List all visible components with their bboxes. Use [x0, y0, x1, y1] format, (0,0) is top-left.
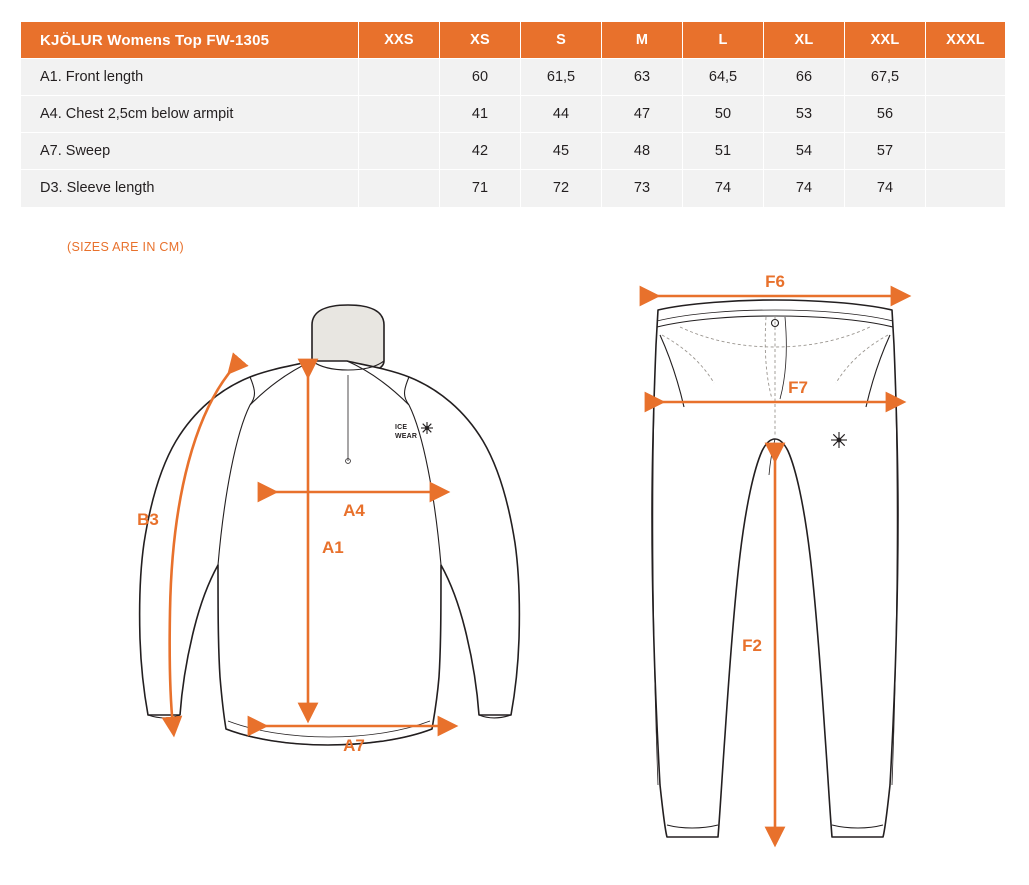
svg-text:ICE: ICE — [395, 424, 408, 431]
measurement-value — [359, 59, 440, 96]
measurement-value: 61,5 — [521, 59, 602, 96]
svg-text:WEAR: WEAR — [395, 433, 418, 440]
measurement-value — [926, 96, 1006, 133]
measurement-value: 45 — [521, 133, 602, 170]
womens-top-illustration — [110, 265, 650, 885]
measurement-label: D3. Sleeve length — [21, 170, 359, 207]
measurement-value: 56 — [845, 96, 926, 133]
measurement-value: 64,5 — [683, 59, 764, 96]
column-header-s: S — [521, 22, 602, 59]
measurement-value: 51 — [683, 133, 764, 170]
size-table — [20, 21, 1006, 207]
measurement-value: 74 — [683, 170, 764, 207]
column-header-l: L — [683, 22, 764, 59]
dimension-label-f2: F2 — [742, 636, 762, 655]
measurement-value — [926, 170, 1006, 207]
column-header-m: M — [602, 22, 683, 59]
column-header-xxxl: XXXL — [926, 22, 1006, 59]
column-header-xl: XL — [764, 22, 845, 59]
measurement-value: 42 — [440, 133, 521, 170]
brand-logo-icon — [831, 432, 847, 448]
dimension-label-b3: B3 — [137, 510, 159, 529]
dimension-label-a1: A1 — [322, 538, 344, 557]
table-title: KJÖLUR Womens Top FW-1305 — [21, 22, 359, 59]
measurement-value: 72 — [521, 170, 602, 207]
illustrations — [0, 265, 1029, 885]
measurement-value: 67,5 — [845, 59, 926, 96]
measurement-label: A4. Chest 2,5cm below armpit — [21, 96, 359, 133]
column-header-xxl: XXL — [845, 22, 926, 59]
measurement-label: A1. Front length — [21, 59, 359, 96]
measurement-value: 54 — [764, 133, 845, 170]
measurement-value: 41 — [440, 96, 521, 133]
dimension-label-a4: A4 — [343, 501, 365, 520]
column-header-xxs: XXS — [359, 22, 440, 59]
measurement-value: 74 — [764, 170, 845, 207]
measurement-value — [926, 59, 1006, 96]
units-note: (SIZES ARE IN CM) — [67, 240, 184, 254]
dimension-label-a7: A7 — [343, 736, 365, 755]
measurement-value: 57 — [845, 133, 926, 170]
table-row — [21, 59, 1006, 96]
table-row — [21, 170, 1006, 207]
measurement-value: 44 — [521, 96, 602, 133]
measurement-value: 73 — [602, 170, 683, 207]
table-row — [21, 96, 1006, 133]
measurement-value — [926, 133, 1006, 170]
size-table-container — [20, 21, 1005, 207]
measurement-value: 71 — [440, 170, 521, 207]
table-row — [21, 133, 1006, 170]
measurement-value: 48 — [602, 133, 683, 170]
dimension-label-f7: F7 — [788, 378, 808, 397]
measurement-value — [359, 96, 440, 133]
dimension-arrow-f6 — [650, 272, 901, 296]
dimension-label-f6: F6 — [765, 272, 785, 291]
measurement-value: 66 — [764, 59, 845, 96]
measurement-value — [359, 133, 440, 170]
top-garment-outline — [140, 305, 520, 745]
measurement-label: A7. Sweep — [21, 133, 359, 170]
measurement-value: 63 — [602, 59, 683, 96]
table-header-row — [21, 22, 1006, 59]
column-header-xs: XS — [440, 22, 521, 59]
womens-pants-illustration — [610, 265, 940, 885]
measurement-value: 53 — [764, 96, 845, 133]
measurement-value — [359, 170, 440, 207]
measurement-value: 74 — [845, 170, 926, 207]
measurement-value: 50 — [683, 96, 764, 133]
measurement-value: 47 — [602, 96, 683, 133]
measurement-value: 60 — [440, 59, 521, 96]
